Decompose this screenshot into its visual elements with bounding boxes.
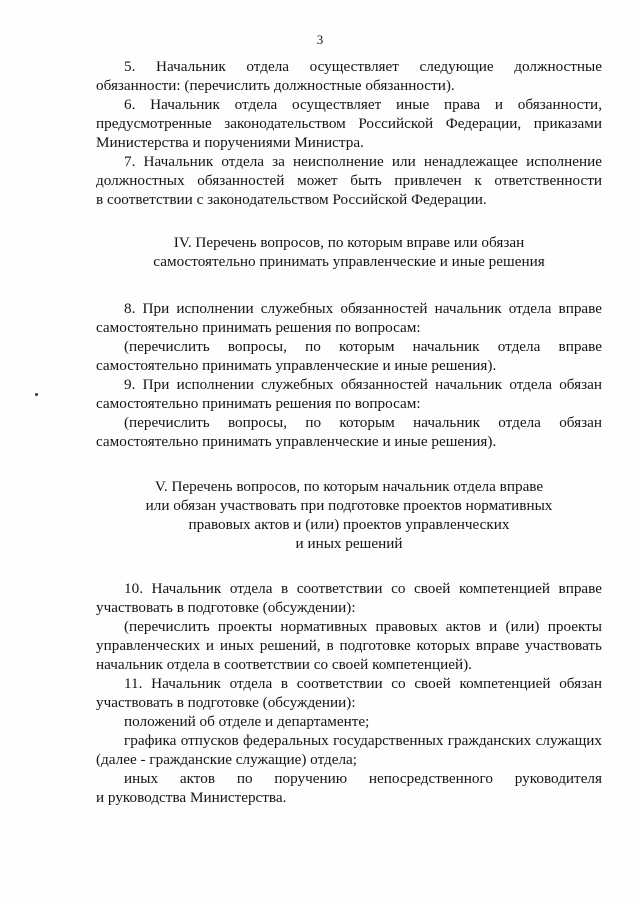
paragraph-line: участвовать в подготовке (обсуждении): (96, 694, 356, 711)
paragraph-line: участвовать в подготовке (обсуждении): (96, 599, 356, 616)
section-heading-line: IV. Перечень вопросов, по которым вправе или обязан (173, 234, 525, 251)
paragraph-line: положений об отделе и департаменте; (124, 713, 370, 730)
paragraph-line: управленческих и иных решений, в подготовке которых вправе участвовать (96, 637, 602, 654)
paragraph-line: иных актов по поручению непосредственного руководителя (124, 770, 602, 787)
page-number: 3 (316, 32, 324, 47)
paragraph-line: (перечислить проекты нормативных правовых актов и (или) проекты (124, 618, 602, 635)
section-heading-line: самостоятельно принимать управленческие и иные решения (153, 253, 545, 270)
section-heading-line: или обязан участвовать при подготовке проектов нормативных (145, 497, 553, 514)
paragraph-line: предусмотренные законодательством Российской Федерации, приказами (96, 115, 602, 132)
paragraph-line: начальник отдела в соответствии со своей компетенцией). (96, 656, 472, 673)
paragraph-line: Министерства и поручениями Министра. (96, 134, 364, 151)
section-heading-line: и иных решений (295, 535, 403, 552)
paragraph-line: (далее - гражданские служащие) отдела; (96, 751, 358, 768)
paragraph-line: обязанности: (перечислить должностные обязанности). (96, 77, 455, 94)
paragraph-line: 6. Начальник отдела осуществляет иные права и обязанности, (124, 96, 602, 113)
paragraph-line: 7. Начальник отдела за неисполнение или ненадлежащее исполнение (124, 153, 602, 170)
scan-speck (35, 393, 38, 396)
paragraph-line: самостоятельно принимать управленческие и иные решения). (96, 433, 497, 450)
paragraph-line: самостоятельно принимать решения по вопросам: (96, 319, 421, 336)
paragraph-line: самостоятельно принимать решения по вопросам: (96, 395, 421, 412)
section-heading-line: правовых актов и (или) проектов управленческих (188, 516, 510, 533)
paragraph-line: 11. Начальник отдела в соответствии со своей компетенцией обязан (124, 675, 602, 692)
paragraph-line: самостоятельно принимать управленческие и иные решения). (96, 357, 497, 374)
paragraph-line: 5. Начальник отдела осуществляет следующие должностные (124, 58, 602, 75)
paragraph-line: (перечислить вопросы, по которым начальник отдела вправе (124, 338, 602, 355)
paragraph-line: 8. При исполнении служебных обязанностей начальник отдела вправе (124, 300, 602, 317)
section-heading-line: V. Перечень вопросов, по которым начальник отдела вправе (154, 478, 544, 495)
paragraph-line: должностных обязанностей может быть привлечен к ответственности (96, 172, 602, 189)
paragraph-line: и руководства Министерства. (96, 789, 287, 806)
paragraph-line: 10. Начальник отдела в соответствии со своей компетенцией вправе (124, 580, 602, 597)
paragraph-line: в соответствии с законодательством Российской Федерации. (96, 191, 487, 208)
paragraph-line: графика отпусков федеральных государственных гражданских служащих (124, 732, 602, 749)
paragraph-line: (перечислить вопросы, по которым начальник отдела обязан (124, 414, 602, 431)
paragraph-line: 9. При исполнении служебных обязанностей начальник отдела обязан (124, 376, 602, 393)
